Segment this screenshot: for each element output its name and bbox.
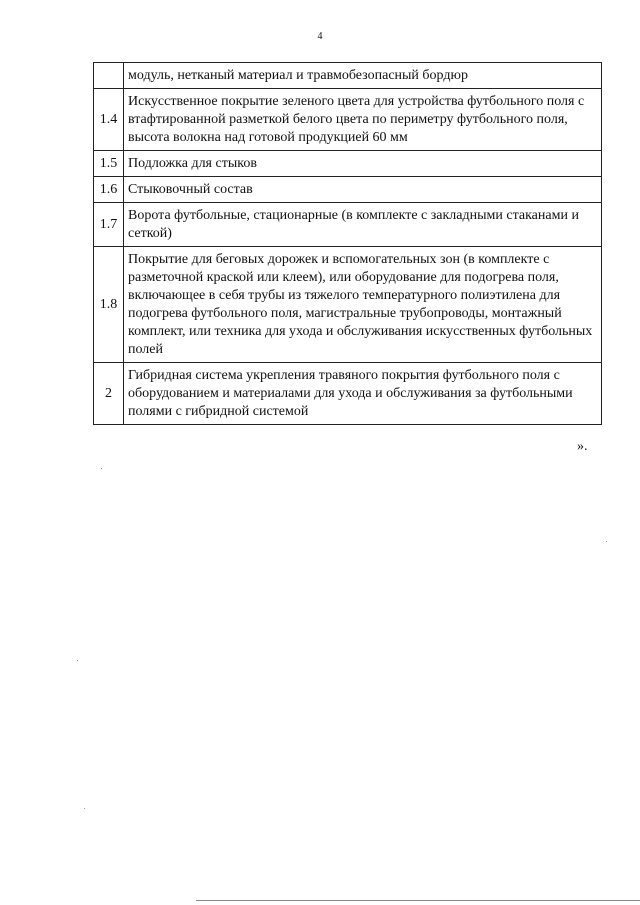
table-row — [94, 203, 602, 247]
table-row — [94, 63, 602, 89]
row-description: Стыковочный состав — [124, 177, 602, 203]
scan-edge-line — [196, 900, 640, 901]
items-table — [93, 62, 602, 425]
table-row — [94, 247, 602, 363]
row-number — [94, 63, 124, 89]
scan-artifact — [101, 468, 102, 469]
table-row — [94, 177, 602, 203]
scan-artifact — [84, 808, 85, 809]
row-number: 1.6 — [94, 177, 124, 203]
scan-artifact — [606, 541, 607, 542]
row-number: 1.8 — [94, 247, 124, 363]
closing-quote: ». — [577, 439, 588, 454]
row-description: Искусственное покрытие зеленого цвета для устройства футбольного поля с втафтированной разметкой белого цвета по периметру футбольного поля, высота волокна над готовой продукцией 60 мм — [124, 89, 602, 151]
row-description: Ворота футбольные, стационарные (в комплекте с закладными стаканами и сеткой) — [124, 203, 602, 247]
row-description: Подложка для стыков — [124, 151, 602, 177]
scan-artifact — [77, 660, 78, 661]
table-row — [94, 151, 602, 177]
row-description: модуль, нетканый материал и травмобезопасный бордюр — [124, 63, 602, 89]
row-description: Гибридная система укрепления травяного покрытия футбольного поля с оборудованием и материалами для ухода и обслуживания за футбольными полями с гибридной системой — [124, 363, 602, 425]
row-number: 1.7 — [94, 203, 124, 247]
row-description: Покрытие для беговых дорожек и вспомогательных зон (в комплекте с разметочной краской или клеем), или оборудование для подогрева поля, включающее в себя трубы из тяжелого температурного полиэтилена для подогрева футбольного поля, магистральные трубопроводы, монтажный комплект, или техника для ухода и обслуживания искусственных футбольных полей — [124, 247, 602, 363]
row-number: 2 — [94, 363, 124, 425]
page-number: 4 — [317, 31, 323, 42]
table-row — [94, 363, 602, 425]
row-number: 1.5 — [94, 151, 124, 177]
row-number: 1.4 — [94, 89, 124, 151]
table-row — [94, 89, 602, 151]
